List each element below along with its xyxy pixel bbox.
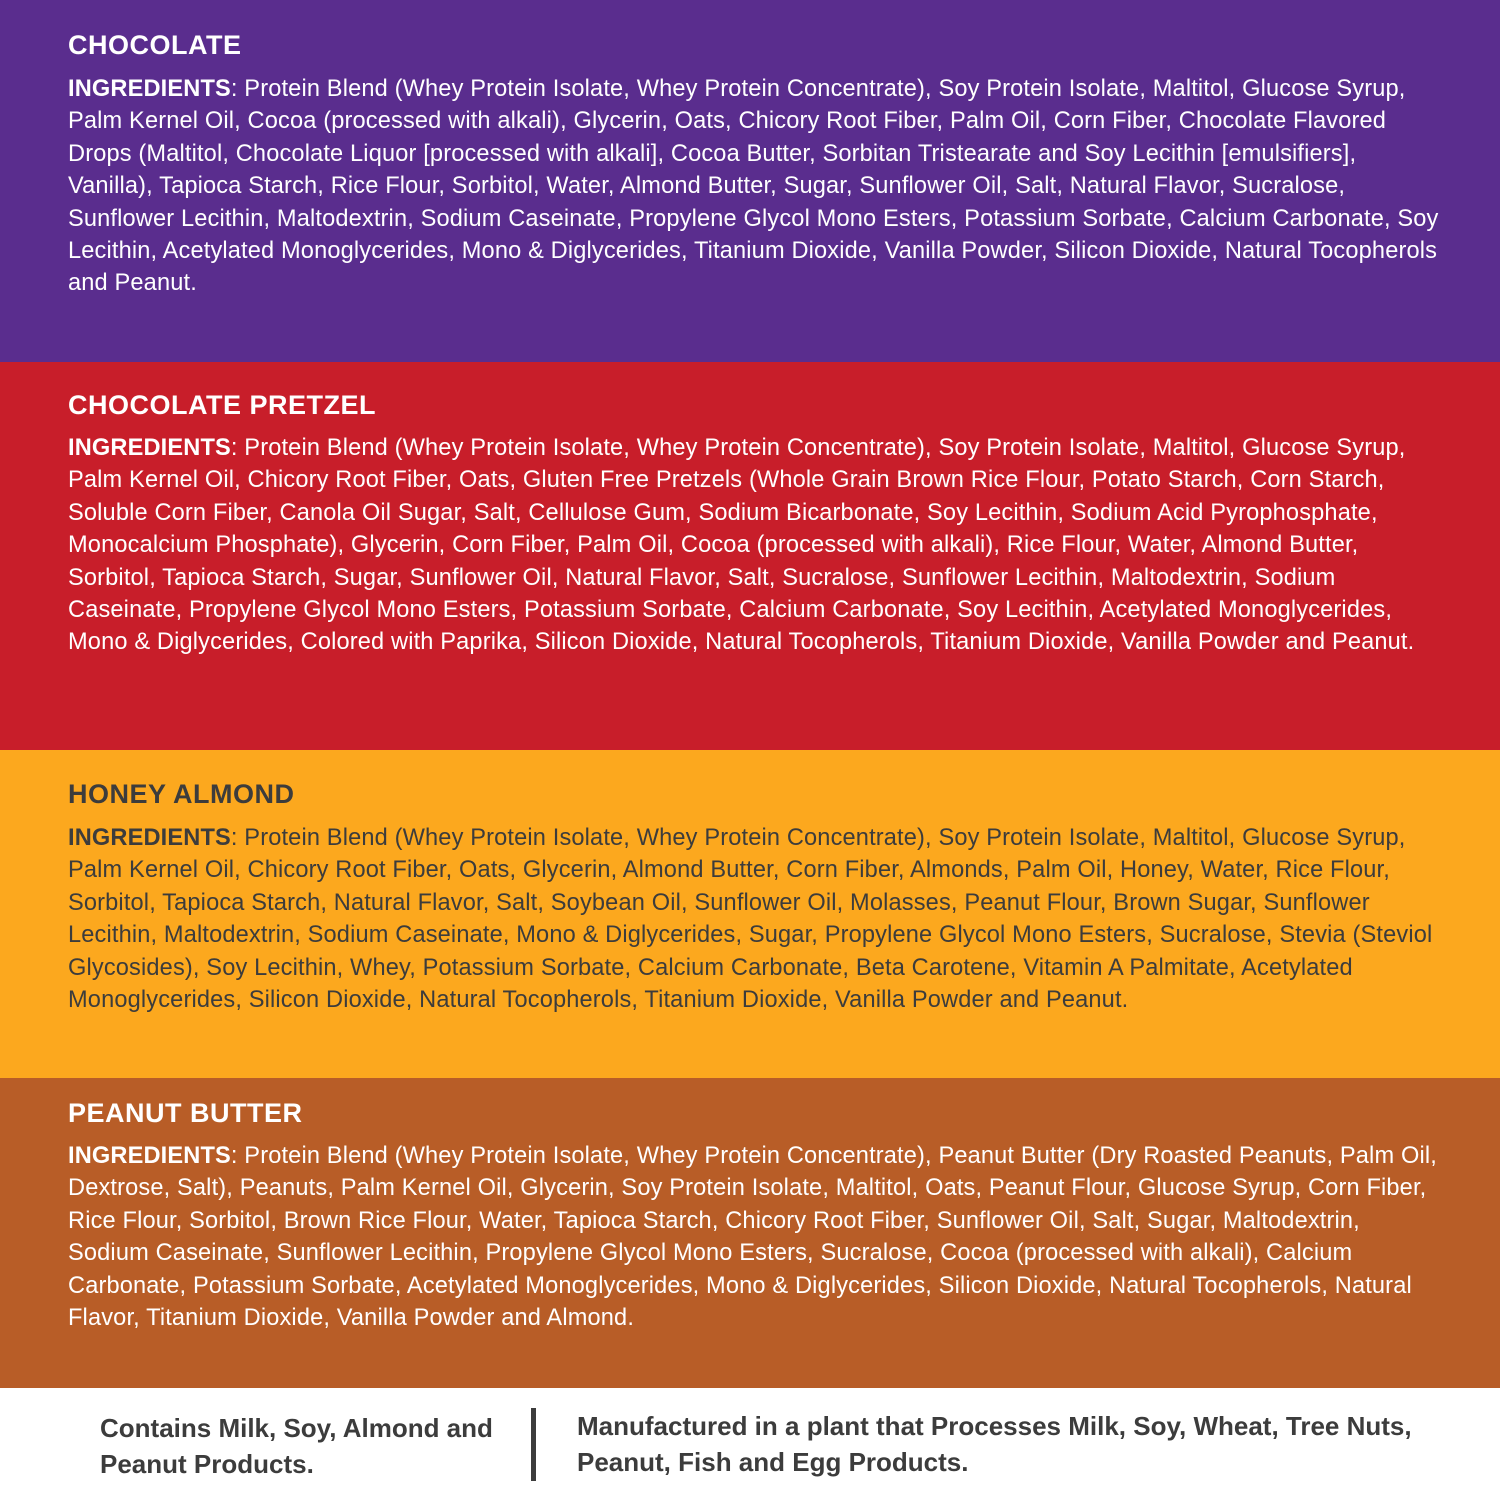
- ingredients-list: : Protein Blend (Whey Protein Isolate, Whey Protein Concentrate), Soy Protein Isolate, Maltitol, Glucose Syrup, Palm Kernel Oil, Chicory Root Fiber, Oats, Glycerin, Almond Butter, Corn Fiber, Almonds, Palm Oil, Honey, Water, Rice Flour, Sorbitol, Tapioca Starch, Natural Flavor, Salt, Soybean Oil, Sunflower Oil, Molasses, Peanut Flour, Brown Sugar, Sunflower Lecithin, Maltodextrin, Sodium Caseinate, Mono & Diglycerides, Sugar, Propylene Glycol Mono Esters, Sucralose, Stevia (Steviol Glycosides), Soy Lecithin, Whey, Potassium Sorbate, Calcium Carbonate, Beta Carotene, Vitamin A Palmitate, Acetylated Monoglycerides, Silicon Dioxide, Natural Tocopherols, Titanium Dioxide, Vanilla Powder and Peanut.: [68, 825, 1433, 1014]
- ingredients-label: INGREDIENTS: [68, 825, 231, 851]
- ingredients-text: [68, 822, 1440, 1016]
- flavor-title: PEANUT BUTTER: [68, 1098, 303, 1128]
- flavor-title: CHOCOLATE: [68, 30, 242, 60]
- manufacturing-notice: Manufactured in a plant that Processes Milk, Soy, Wheat, Tree Nuts, Peanut, Fish and Egg Products.: [577, 1411, 1412, 1477]
- flavor-panel-chocolate: [0, 0, 1500, 362]
- flavor-panel-honey-almond: [0, 750, 1500, 1078]
- contains-allergens: Contains Milk, Soy, Almond and Peanut Products.: [100, 1413, 493, 1479]
- ingredients-label: INGREDIENTS: [68, 76, 231, 102]
- allergen-footer: [0, 1388, 1500, 1500]
- ingredients-text: [68, 432, 1440, 659]
- ingredients-list: : Protein Blend (Whey Protein Isolate, Whey Protein Concentrate), Soy Protein Isolate, Maltitol, Glucose Syrup, Palm Kernel Oil, Cocoa (processed with alkali), Glycerin, Oats, Chicory Root Fiber, Palm Oil, Corn Fiber, Chocolate Flavored Drops (Maltitol, Chocolate Liquor [processed with alkali], Cocoa Butter, Sorbitan Tristearate and Soy Lecithin [emulsifiers], Vanilla), Tapioca Starch, Rice Flour, Sorbitol, Water, Almond Butter, Sugar, Sunflower Oil, Salt, Natural Flavor, Sucralose, Sunflower Lecithin, Maltodextrin, Sodium Caseinate, Propylene Glycol Mono Esters, Potassium Sorbate, Calcium Carbonate, Soy Lecithin, Acetylated Monoglycerides, Mono & Diglycerides, Titanium Dioxide, Vanilla Powder, Silicon Dioxide, Natural Tocopherols and Peanut.: [68, 76, 1439, 297]
- ingredients-text: [68, 1140, 1440, 1334]
- ingredients-text: [68, 73, 1440, 300]
- ingredients-label: INGREDIENTS: [68, 1143, 231, 1169]
- flavor-title: HONEY ALMOND: [68, 779, 295, 809]
- ingredients-list: : Protein Blend (Whey Protein Isolate, Whey Protein Concentrate), Soy Protein Isolate, Maltitol, Glucose Syrup, Palm Kernel Oil, Chicory Root Fiber, Oats, Gluten Free Pretzels (Whole Grain Brown Rice Flour, Potato Starch, Corn Starch, Soluble Corn Fiber, Canola Oil Sugar, Salt, Cellulose Gum, Sodium Bicarbonate, Soy Lecithin, Sodium Acid Pyrophosphate, Monocalcium Phosphate), Glycerin, Corn Fiber, Palm Oil, Cocoa (processed with alkali), Rice Flour, Water, Almond Butter, Sorbitol, Tapioca Starch, Sugar, Sunflower Oil, Natural Flavor, Salt, Sucralose, Sunflower Lecithin, Maltodextrin, Sodium Caseinate, Propylene Glycol Mono Esters, Potassium Sorbate, Calcium Carbonate, Soy Lecithin, Acetylated Monoglycerides, Mono & Diglycerides, Colored with Paprika, Silicon Dioxide, Natural Tocopherols, Titanium Dioxide, Vanilla Powder and Peanut.: [68, 435, 1415, 656]
- flavor-panel-chocolate-pretzel: [0, 362, 1500, 750]
- flavor-panel-peanut-butter: [0, 1078, 1500, 1388]
- footer-divider: [531, 1408, 536, 1481]
- flavor-title: CHOCOLATE PRETZEL: [68, 390, 376, 420]
- ingredients-label: INGREDIENTS: [68, 435, 231, 461]
- ingredients-list: : Protein Blend (Whey Protein Isolate, Whey Protein Concentrate), Peanut Butter (Dry Roasted Peanuts, Palm Oil, Dextrose, Salt), Peanuts, Palm Kernel Oil, Glycerin, Soy Protein Isolate, Maltitol, Oats, Peanut Flour, Glucose Syrup, Corn Fiber, Rice Flour, Sorbitol, Brown Rice Flour, Water, Tapioca Starch, Chicory Root Fiber, Sunflower Oil, Salt, Sugar, Maltodextrin, Sodium Caseinate, Sunflower Lecithin, Propylene Glycol Mono Esters, Sucralose, Cocoa (processed with alkali), Calcium Carbonate, Potassium Sorbate, Acetylated Monoglycerides, Mono & Diglycerides, Silicon Dioxide, Natural Tocopherols, Natural Flavor, Titanium Dioxide, Vanilla Powder and Almond.: [68, 1143, 1437, 1332]
